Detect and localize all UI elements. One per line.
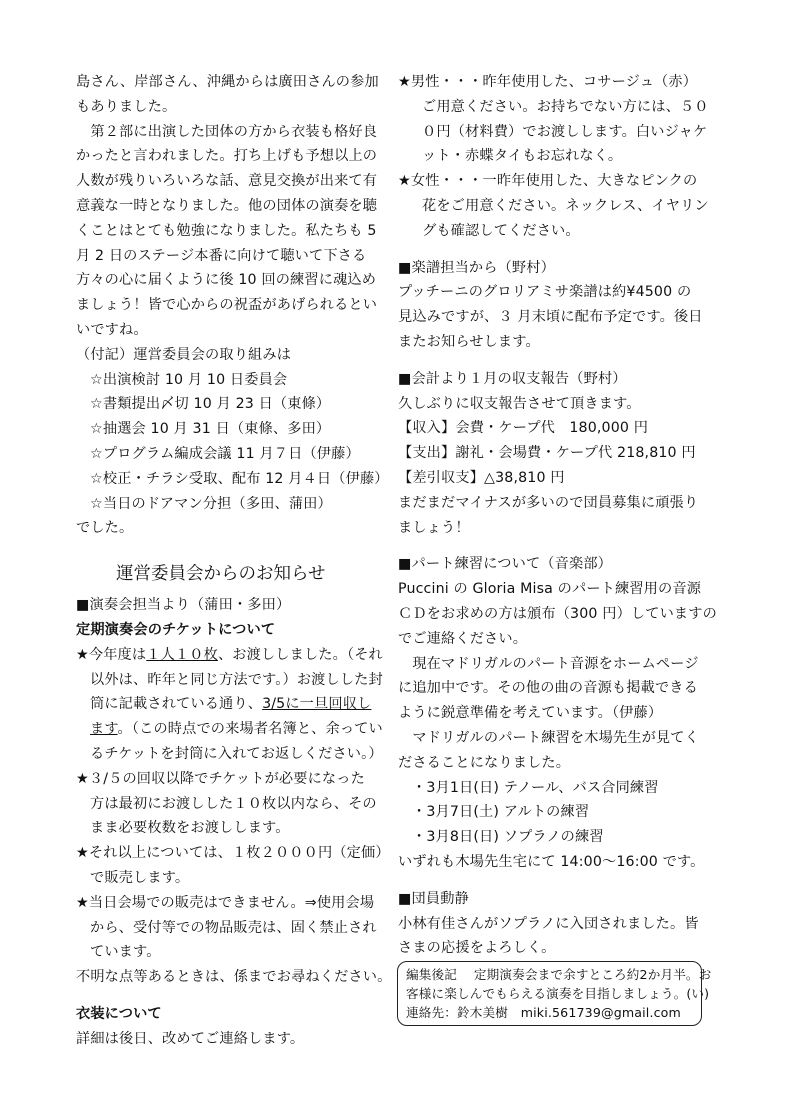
score-heading: ■楽譜担当から（野村） bbox=[398, 259, 555, 276]
female-costume-line: グも確認してください。 bbox=[422, 222, 580, 239]
body-line: くことはとても勉強になりました。私たちも 5 bbox=[76, 222, 377, 239]
schedule-item: ・3月7日(土) アルトの練習 bbox=[412, 804, 590, 821]
concert-heading: ■演奏会担当より（蒲田・多田） bbox=[76, 597, 291, 614]
section-title: 運営委員会からのお知らせ bbox=[116, 564, 326, 585]
body-line: 意義な一時となりました。他の団体の演奏を聴 bbox=[76, 197, 378, 214]
male-costume-line: ット・赤蝶タイもお忘れなく。 bbox=[422, 148, 623, 165]
members-line: さまの応援をよろしく。 bbox=[398, 940, 556, 957]
ticket-heading: 定期演奏会のチケットについて bbox=[76, 621, 276, 638]
body-line: ましょう！皆で心からの祝盃があげられるとい bbox=[76, 297, 378, 314]
ticket-bullet-2: ★３/５の回収以降でチケットが必要になった bbox=[76, 770, 365, 787]
body-line: 月 2 日のステージ本番に向けて聴いて下さる bbox=[76, 247, 367, 264]
ticket-bullet-1-line: 筒に記載されている通り、3/5に一旦回収し bbox=[90, 696, 372, 713]
part-heading: ■パート練習について（音楽部） bbox=[398, 556, 612, 573]
appendix-item: ☆出演検討 10 月 10 日委員会 bbox=[90, 371, 288, 388]
account-line: ましょう！ bbox=[398, 519, 470, 536]
body-line: もありました。 bbox=[76, 98, 177, 115]
editor-contact: 連絡先：鈴木美樹 miki.561739@gmail.com bbox=[406, 1005, 681, 1020]
inquiry-text: 不明な点等あるときは、係までお尋ねください。 bbox=[76, 969, 392, 986]
body-line: 方々の心に届くように後 10 回の練習に魂込め bbox=[76, 272, 377, 289]
part-line: でご連絡ください。 bbox=[398, 630, 528, 647]
score-line: またお知らせします。 bbox=[398, 333, 540, 350]
male-costume-bullet: ★男性・・・昨年使用した、コサージュ（赤） bbox=[398, 74, 698, 90]
body-line: かったと言われました。打ち上げも予想以上の bbox=[76, 148, 378, 165]
right-column bbox=[398, 70, 717, 961]
account-line: 久しぶりに収支報告させて頂きます。 bbox=[398, 395, 641, 412]
costume-text: 詳細は後日、改めてご連絡します。 bbox=[76, 1030, 305, 1047]
appendix-item: ☆プログラム編成会議 11 月７日（伊藤） bbox=[90, 445, 360, 462]
ticket-bullet-3-line: で販売します。 bbox=[90, 869, 190, 886]
account-balance: 【差引収支】△38,810 円 bbox=[398, 469, 565, 486]
ticket-bullet-4-line: から、受付等での物品販売は、固く禁止され bbox=[90, 919, 377, 936]
schedule-item: ・3月1日(日) テノール、バス合同練習 bbox=[412, 779, 659, 796]
left-column bbox=[76, 70, 392, 1051]
ticket-bullet-1: ★今年度は１人１０枚、お渡ししました。（それ bbox=[76, 646, 383, 663]
female-costume-line: 花をご用意ください。ネックレス、イヤリン bbox=[422, 197, 709, 214]
account-line: まだまだマイナスが多いので団員募集に頑張り bbox=[398, 494, 699, 511]
score-line: 見込みですが、３ 月末頃に配布予定です。後日 bbox=[398, 309, 703, 326]
appendix-item: ☆抽選会 10 月 31 日（東條、多田） bbox=[90, 421, 331, 438]
costume-heading: 衣装について bbox=[76, 1005, 162, 1022]
editor-note-box bbox=[397, 961, 712, 1026]
part-line: ように鋭意準備を考えています。（伊藤） bbox=[398, 705, 663, 722]
appendix-item: ☆校正・チラシ受取、配布 12 月４日（伊藤） bbox=[90, 470, 389, 487]
schedule-note: いずれも木場先生宅にて 14:00～16:00 です。 bbox=[398, 853, 705, 870]
body-line: いですね。 bbox=[76, 321, 148, 338]
ticket-bullet-1-line: ます。（この時点での来場者名簿と、余ってい bbox=[90, 721, 383, 738]
ticket-bullet-4-line: ています。 bbox=[90, 944, 161, 961]
editor-note-line: 編集後記 定期演奏会まで余すところ約2か月半。お bbox=[406, 967, 712, 982]
part-line: Puccini の Gloria Misa のパート練習用の音源 bbox=[398, 581, 702, 598]
appendix-end: でした。 bbox=[76, 520, 134, 537]
ticket-bullet-2-line: 方は最初にお渡しした１０枚以内なら、その bbox=[90, 795, 377, 812]
part-line: ＣＤをお求めの方は頒布（300 円）していますの bbox=[398, 605, 717, 622]
body-line: 人数が残りいろいろな話、意見交換が出来て有 bbox=[76, 173, 378, 190]
members-heading: ■団員動静 bbox=[398, 890, 469, 907]
members-line: 小林有佳さんがソプラノに入団されました。皆 bbox=[398, 915, 699, 932]
part-line: 現在マドリガルのパート音源をホームページ bbox=[398, 655, 699, 672]
part-line: に追加中です。その他の曲の音源も掲載できる bbox=[398, 680, 698, 697]
editor-note-line: 客様に楽しんでもらえる演奏を目指しましょう。(い) bbox=[406, 986, 710, 1001]
appendix-item: ☆当日のドアマン分担（多田、蒲田） bbox=[90, 495, 332, 512]
account-heading: ■会計より１月の収支報告（野村） bbox=[398, 370, 627, 387]
appendix-heading: （付記）運営委員会の取り組みは bbox=[76, 346, 292, 363]
ticket-bullet-1-line: 以外は、昨年と同じ方法です。）お渡しした封 bbox=[90, 671, 383, 688]
male-costume-line: ０円（材料費）でお渡しします。白いジャケ bbox=[422, 123, 708, 140]
ticket-bullet-1-line: るチケットを封筒に入れてお返しください。） bbox=[90, 745, 383, 762]
part-line: ださることになりました。 bbox=[398, 754, 571, 771]
ticket-bullet-2-line: まま必要枚数をお渡しします。 bbox=[90, 820, 290, 837]
ticket-bullet-3: ★それ以上については、１枚２０００円（定価） bbox=[76, 845, 390, 862]
body-line: 第２部に出演した団体の方から衣装も格好良 bbox=[76, 123, 378, 140]
part-line: マドリガルのパート練習を木場先生が見てく bbox=[398, 729, 699, 746]
schedule-item: ・3月8日(日) ソプラノの練習 bbox=[412, 829, 604, 846]
account-income: 【収入】会費・ケープ代 180,000 円 bbox=[398, 420, 649, 437]
appendix-item: ☆書類提出〆切 10 月 23 日（東條） bbox=[90, 396, 331, 413]
male-costume-line: ご用意ください。お持ちでない方には、５０ bbox=[422, 98, 709, 115]
score-line: プッチーニのグロリアミサ楽譜は約¥4500 の bbox=[398, 284, 692, 301]
ticket-bullet-4: ★当日会場での販売はできません。⇒使用会場 bbox=[76, 894, 375, 911]
female-costume-bullet: ★女性・・・一昨年使用した、大きなピンクの bbox=[398, 173, 698, 190]
body-line: 島さん、岸部さん、沖縄からは廣田さんの参加 bbox=[76, 74, 379, 90]
account-expense: 【支出】謝礼・会場費・ケープ代 218,810 円 bbox=[398, 445, 696, 462]
